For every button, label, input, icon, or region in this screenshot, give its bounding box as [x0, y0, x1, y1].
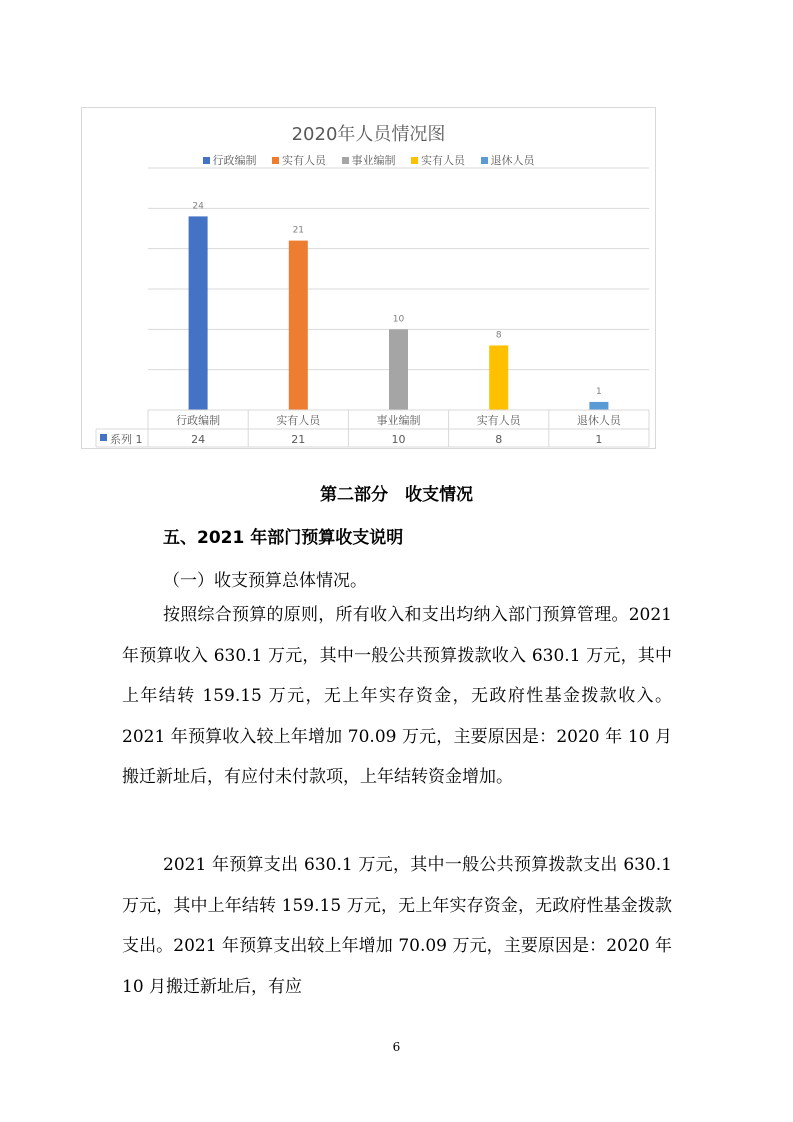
legend-label: 行政编制	[212, 154, 257, 167]
category-label: 实有人员	[276, 414, 321, 427]
legend-label: 事业编制	[351, 154, 396, 167]
section-heading: 第二部分 收支情况	[320, 485, 473, 505]
category-label: 行政编制	[176, 414, 221, 427]
chart-title: 2020年人员情况图	[291, 124, 446, 145]
paragraph: 按照综合预算的原则，所有收入和支出均纳入部门预算管理。2021 年预算收入 630.1 万元，其中一般公共预算拨款收入 630.1 万元，其中上年结转 159.15 万元，无上年实存资金，无政府性基金拨款收入。2021 年预算收入较上年增加 70.09 万元，主要原因是：2020 年 10 月搬迁新址后，有应付未付款项，上年结转资金增加。	[122, 605, 672, 787]
data-label: 24	[192, 201, 204, 212]
series-name: 系列 1	[110, 433, 143, 446]
bar	[189, 216, 208, 410]
table-value: 24	[191, 433, 206, 446]
paragraph: 2021 年预算支出 630.1 万元，其中一般公共预算拨款支出 630.1 万元，其中上年结转 159.15 万元，无上年实存资金，无政府性基金拨款支出。2021 年预算支出较上年增加 70.09 万元，主要原因是：2020 年 10 月搬迁新址后，有应	[122, 855, 672, 997]
bar	[389, 329, 408, 410]
sub-sub-heading: （一）收支预算总体情况。	[163, 571, 367, 591]
table-value: 10	[391, 433, 406, 446]
sub-heading: 五、2021 年部门预算收支说明	[163, 528, 404, 548]
bar	[489, 345, 508, 410]
page-number: 6	[392, 1040, 401, 1054]
data-label: 8	[495, 330, 502, 341]
chart-container	[81, 107, 656, 449]
category-label: 事业编制	[376, 414, 421, 427]
table-value: 21	[291, 433, 306, 446]
bar-chart	[82, 108, 655, 448]
series-swatch	[100, 434, 107, 441]
table-value: 8	[495, 433, 503, 446]
data-label: 21	[292, 225, 305, 236]
bar	[589, 402, 608, 410]
category-label: 实有人员	[476, 414, 521, 427]
legend-label: 实有人员	[282, 154, 326, 167]
category-label: 退休人员	[576, 414, 621, 427]
legend-label: 退休人员	[490, 154, 535, 167]
data-label: 10	[392, 314, 405, 325]
table-value: 1	[595, 433, 603, 446]
data-label: 1	[596, 386, 602, 397]
legend-label: 实有人员	[421, 154, 465, 167]
bar	[289, 241, 308, 410]
